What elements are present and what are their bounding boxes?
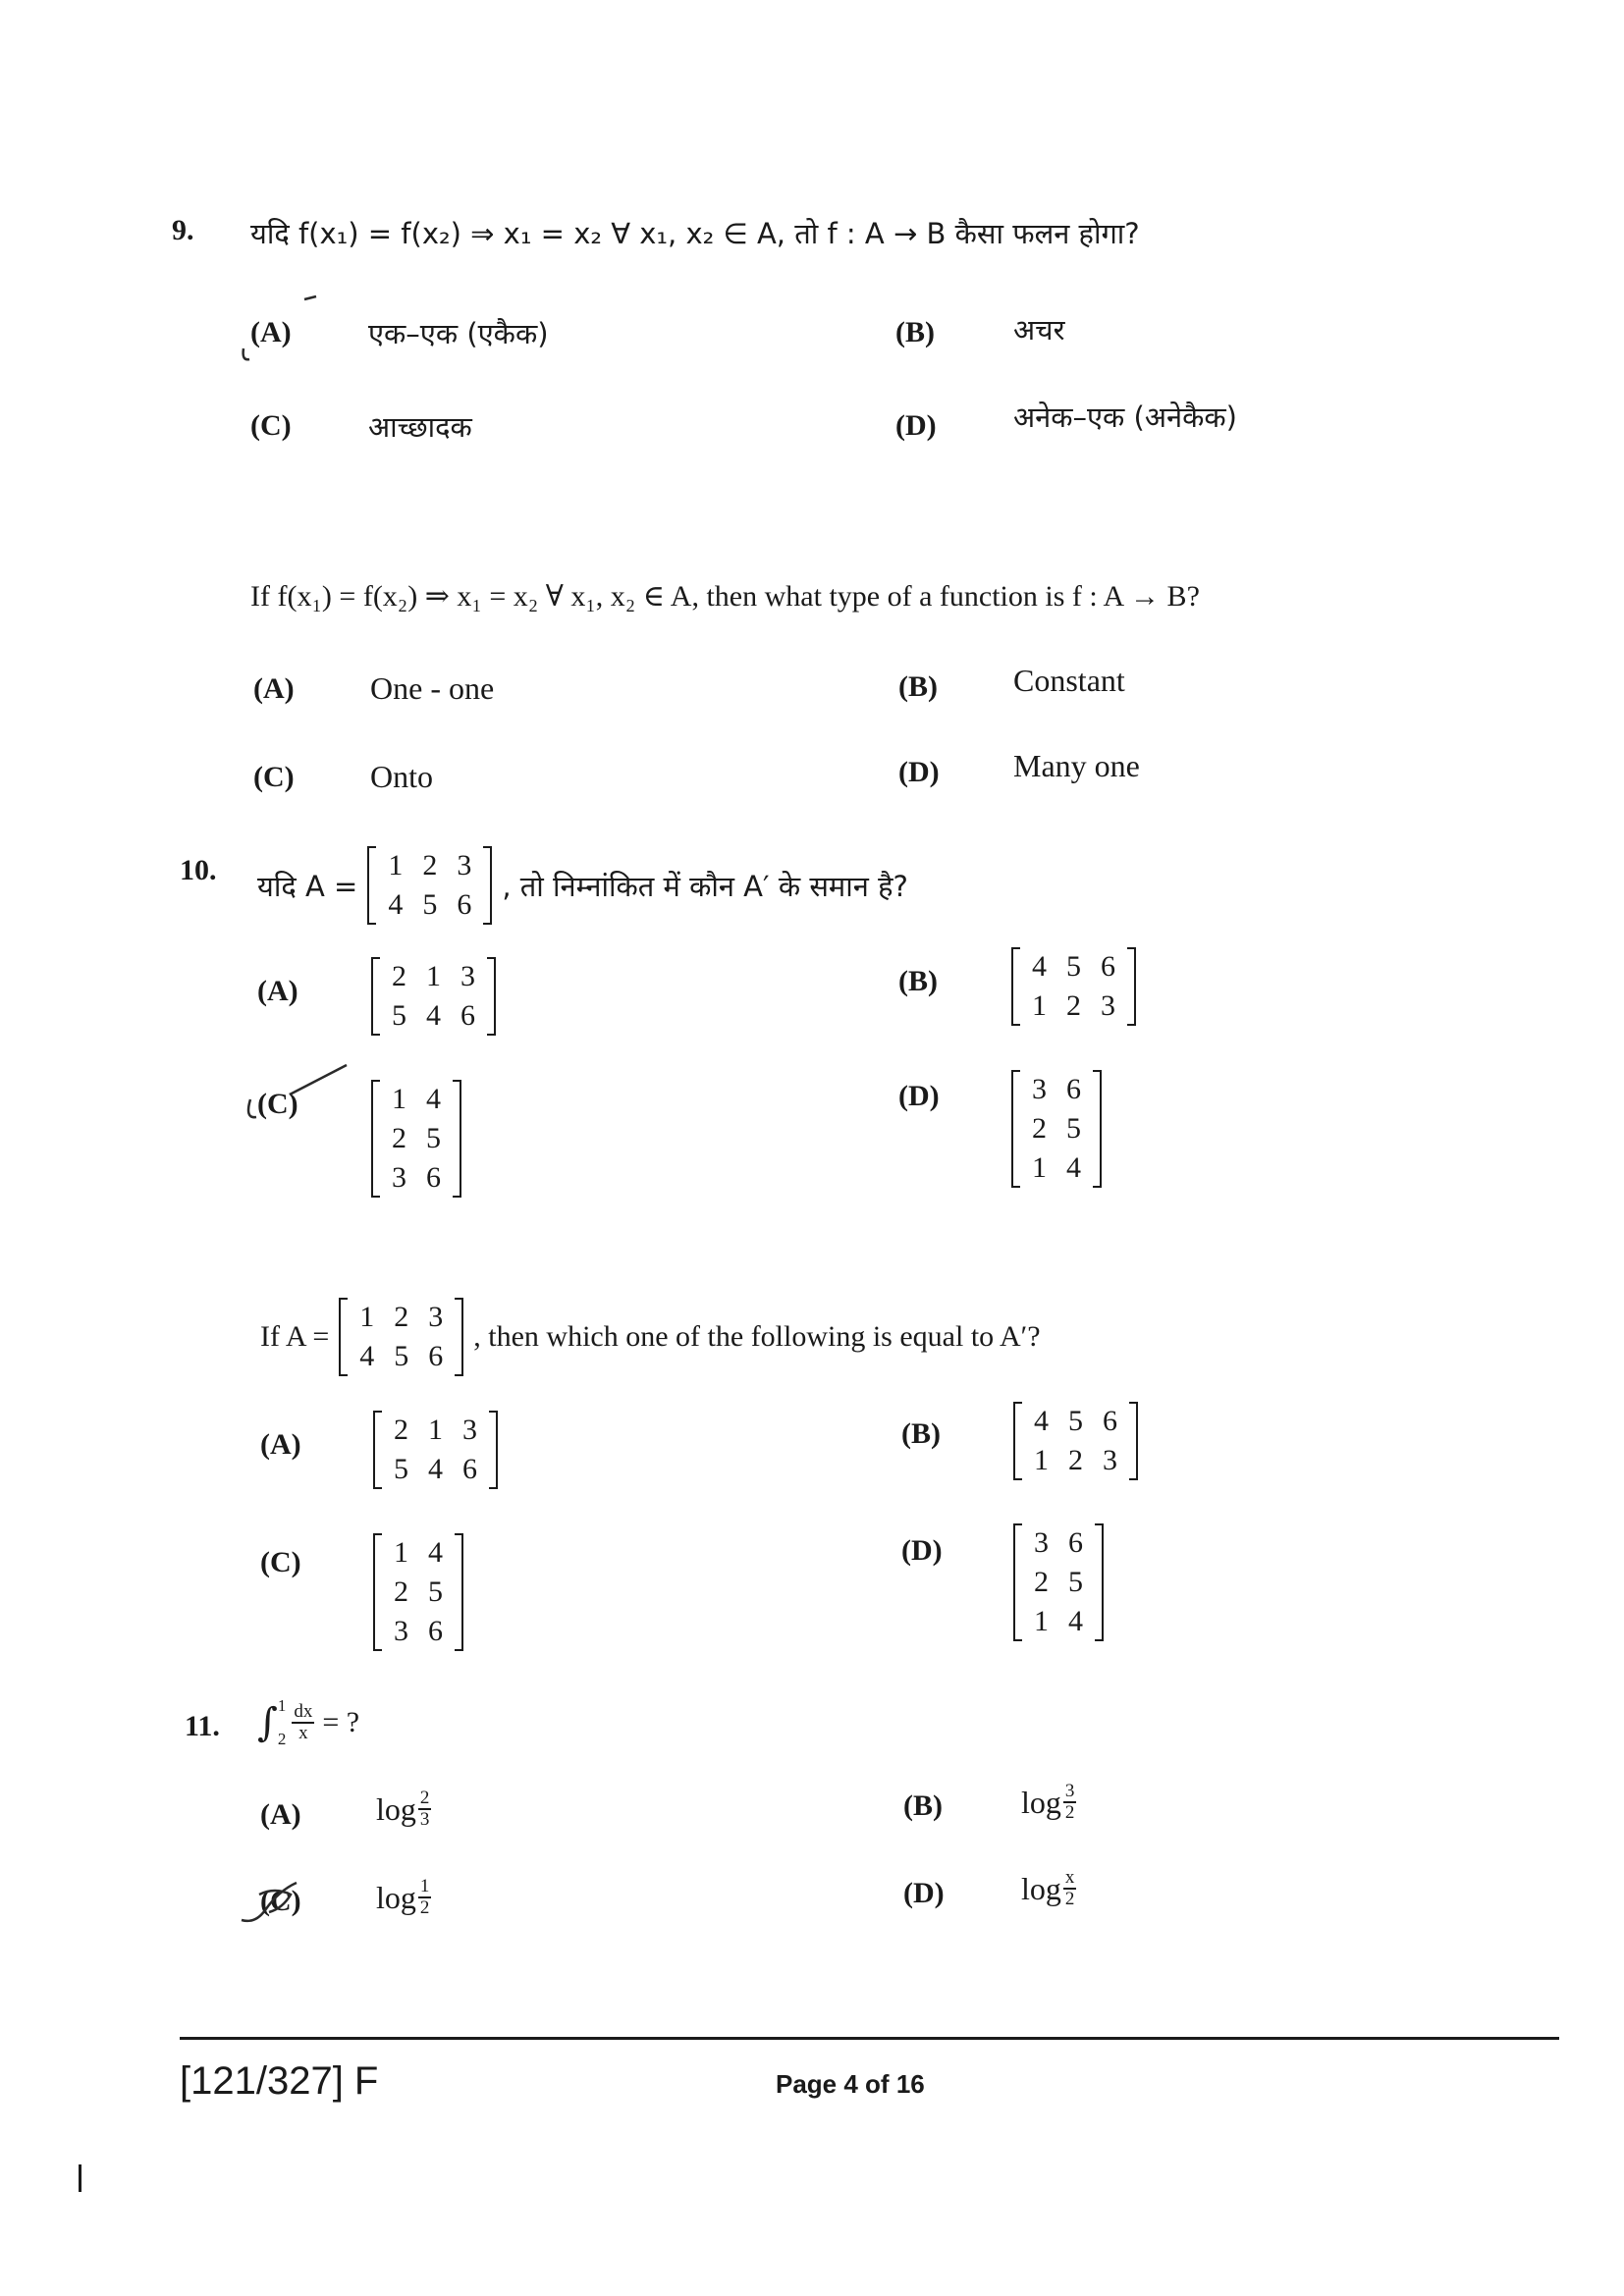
matrix-cell: 3 (1034, 1526, 1049, 1559)
integral-lower-limit: 2 (277, 1730, 287, 1748)
fraction-numerator: 1 (419, 1876, 430, 1896)
matrix-cell: 4 (1034, 1405, 1049, 1437)
matrix-cell: 4 (426, 999, 441, 1032)
matrix-cell: 5 (426, 1122, 441, 1154)
log-text: log (1021, 1870, 1061, 1906)
matrix-cell: 6 (462, 1453, 477, 1485)
q9-hi-option-a-label: (A) (250, 316, 292, 348)
matrix-cell: 3 (1103, 1444, 1117, 1476)
matrix-cell: 2 (394, 1301, 409, 1333)
q9-en-option-a-text: One - one (370, 670, 495, 706)
matrix-cell: 2 (422, 849, 438, 881)
matrix-cell: 5 (394, 1340, 409, 1372)
q10-hi-option-c-matrix (371, 1080, 461, 1198)
q10-hi-suffix: , तो निम्नांकित में कौन A′ के समान है? (502, 869, 908, 903)
matrix-cell: 2 (392, 1122, 406, 1154)
log-text: log (376, 1790, 416, 1827)
q9-hi-option-b-label: (B) (895, 316, 935, 348)
q10-hi-option-d-matrix (1011, 1070, 1102, 1188)
q9-hi-option-d-text: अनेक–एक (अनेकैक) (1013, 400, 1237, 434)
question-11-number: 11. (185, 1710, 220, 1742)
q9-en-option-b-label: (B) (898, 670, 938, 703)
question-10-number: 10. (180, 854, 217, 886)
matrix-cell: 3 (460, 960, 475, 992)
question-10-hindi-stem (257, 846, 908, 925)
q10-en-option-a-matrix (373, 1411, 498, 1489)
q10-en-option-c-label: (C) (260, 1546, 301, 1578)
fraction-numerator: 3 (1064, 1781, 1075, 1801)
q10-hi-option-d-label: (D) (898, 1080, 940, 1112)
q9-hi-option-d-label: (D) (895, 409, 937, 442)
matrix-cell: 5 (422, 888, 438, 921)
q10-hi-prefix: यदि A = (257, 869, 358, 903)
matrix-cell: 5 (1068, 1405, 1083, 1437)
matrix-cell: 1 (428, 1414, 443, 1446)
matrix-cell: 3 (394, 1615, 408, 1647)
q11-option-c-value (376, 1877, 431, 1918)
scan-mark (79, 2164, 81, 2192)
matrix-cell: 1 (1032, 989, 1047, 1022)
matrix-cell: 2 (394, 1575, 408, 1608)
q10-en-option-c-matrix (373, 1533, 463, 1651)
q10-en-option-d-label: (D) (901, 1534, 943, 1567)
matrix-cell: 5 (1068, 1566, 1083, 1598)
q11-option-a-value (376, 1789, 431, 1830)
question-9-hindi-stem: यदि f(x₁) = f(x₂) ⇒ x₁ = x₂ ∀ x₁, x₂ ∈ A, तो f : A → B कैसा फलन होगा? (250, 217, 1140, 250)
question-11-stem (257, 1696, 359, 1749)
fraction-denominator: 2 (419, 1897, 430, 1918)
matrix-cell: 1 (394, 1536, 408, 1569)
q10-en-option-d-matrix (1013, 1523, 1104, 1641)
matrix-cell: 3 (457, 849, 472, 881)
q10-en-option-b-matrix (1013, 1402, 1138, 1480)
matrix-cell: 1 (392, 1083, 406, 1115)
matrix-cell: 6 (1066, 1073, 1081, 1105)
matrix-cell: 3 (462, 1414, 477, 1446)
matrix-cell: 6 (1103, 1405, 1117, 1437)
matrix-cell: 2 (392, 960, 406, 992)
matrix-cell: 4 (1066, 1151, 1081, 1184)
matrix-cell: 5 (1066, 1112, 1081, 1145)
matrix-cell: 3 (1032, 1073, 1047, 1105)
handwritten-tick-mark-q9 (236, 294, 324, 373)
matrix-cell: 6 (457, 888, 472, 921)
integral-upper-limit: 1 (277, 1696, 287, 1715)
matrix-cell: 5 (392, 999, 406, 1032)
q11-option-d-label: (D) (903, 1877, 945, 1909)
q9-hi-option-c-label: (C) (250, 409, 292, 442)
fraction-denominator: 3 (419, 1809, 430, 1830)
log-text: log (1021, 1784, 1061, 1820)
matrix-cell: 2 (1032, 1112, 1047, 1145)
q11-option-c-label: (C) (260, 1885, 301, 1917)
matrix-cell: 4 (428, 1536, 443, 1569)
q9-en-option-c-text: Onto (370, 759, 433, 794)
q9-hi-option-b-text: अचर (1013, 313, 1065, 347)
integrand-numerator: dx (294, 1701, 313, 1722)
q9-en-option-c-label: (C) (253, 761, 295, 793)
q11-option-b-value (1021, 1782, 1076, 1823)
matrix-cell: 6 (428, 1615, 443, 1647)
matrix-cell: 3 (428, 1301, 444, 1333)
page-number: Page 4 of 16 (776, 2069, 925, 2099)
q10-en-prefix: If A = (260, 1320, 330, 1353)
q10-en-option-a-label: (A) (260, 1428, 301, 1461)
q10-hi-option-c-label: (C) (257, 1088, 298, 1120)
q9-hi-option-a-text: एक–एक (एकैक) (368, 317, 549, 350)
matrix-cell: 2 (1034, 1566, 1049, 1598)
matrix-cell: 6 (460, 999, 475, 1032)
matrix-cell: 4 (426, 1083, 441, 1115)
q11-option-d-value (1021, 1868, 1076, 1909)
q11-option-a-label: (A) (260, 1798, 301, 1831)
matrix-cell: 4 (388, 888, 404, 921)
question-9-english-stem: If f(x₁) = f(x₂) ⇒ x₁ = x₂ ∀ x₁, x₂ ∈ A, then what type of a function is f : A → B? (250, 580, 1200, 613)
fraction-denominator: 2 (1064, 1889, 1075, 1909)
integrand-denominator: x (298, 1723, 308, 1743)
q9-en-option-d-text: Many one (1013, 748, 1140, 783)
q10-hi-option-a-label: (A) (257, 975, 298, 1007)
matrix-cell: 6 (426, 1161, 441, 1194)
log-text: log (376, 1879, 416, 1915)
matrix-cell: 1 (1034, 1605, 1049, 1637)
q9-en-option-a-label: (A) (253, 672, 295, 705)
question-9-number: 9. (172, 214, 194, 246)
q9-en-option-b-text: Constant (1013, 663, 1125, 698)
matrix-cell: 6 (428, 1340, 444, 1372)
fraction-numerator: 2 (419, 1788, 430, 1808)
integral-sign: ∫ (257, 1700, 278, 1745)
handwritten-tick-mark-q10 (241, 1060, 358, 1139)
handwritten-tick-mark-q11 (236, 1873, 314, 1932)
matrix-cell: 1 (359, 1301, 375, 1333)
q10-en-suffix: , then which one of the following is equal to A′? (473, 1320, 1041, 1353)
matrix-cell: 2 (394, 1414, 408, 1446)
question-10-english-stem (260, 1298, 1041, 1376)
q10-en-option-b-label: (B) (901, 1417, 941, 1450)
matrix-cell: 5 (1066, 950, 1081, 983)
matrix-cell: 6 (1101, 950, 1115, 983)
matrix-cell: 4 (1032, 950, 1047, 983)
matrix-cell: 3 (1101, 989, 1115, 1022)
matrix-cell: 1 (426, 960, 441, 992)
q11-option-b-label: (B) (903, 1789, 943, 1822)
q10-hi-option-b-label: (B) (898, 965, 938, 997)
matrix-cell: 4 (428, 1453, 443, 1485)
fraction-denominator: 2 (1064, 1802, 1075, 1823)
q10-hi-option-a-matrix (371, 957, 496, 1036)
matrix-a-hindi (367, 846, 492, 925)
footer-rule (180, 2037, 1559, 2040)
matrix-cell: 5 (394, 1453, 408, 1485)
matrix-cell: 5 (428, 1575, 443, 1608)
q9-en-option-d-label: (D) (898, 756, 940, 788)
q9-hi-option-c-text: आच्छादक (368, 410, 472, 444)
matrix-cell: 6 (1068, 1526, 1083, 1559)
matrix-cell: 2 (1068, 1444, 1083, 1476)
matrix-cell: 1 (388, 849, 404, 881)
matrix-cell: 4 (1068, 1605, 1083, 1637)
question-11-tail: = ? (322, 1706, 360, 1738)
matrix-a-english (339, 1298, 463, 1376)
matrix-cell: 4 (359, 1340, 375, 1372)
matrix-cell: 1 (1034, 1444, 1049, 1476)
matrix-cell: 2 (1066, 989, 1081, 1022)
fraction-numerator: x (1064, 1867, 1075, 1888)
paper-code: [121/327] F (180, 2059, 379, 2103)
matrix-cell: 3 (392, 1161, 406, 1194)
q10-hi-option-b-matrix (1011, 947, 1136, 1026)
matrix-cell: 1 (1032, 1151, 1047, 1184)
